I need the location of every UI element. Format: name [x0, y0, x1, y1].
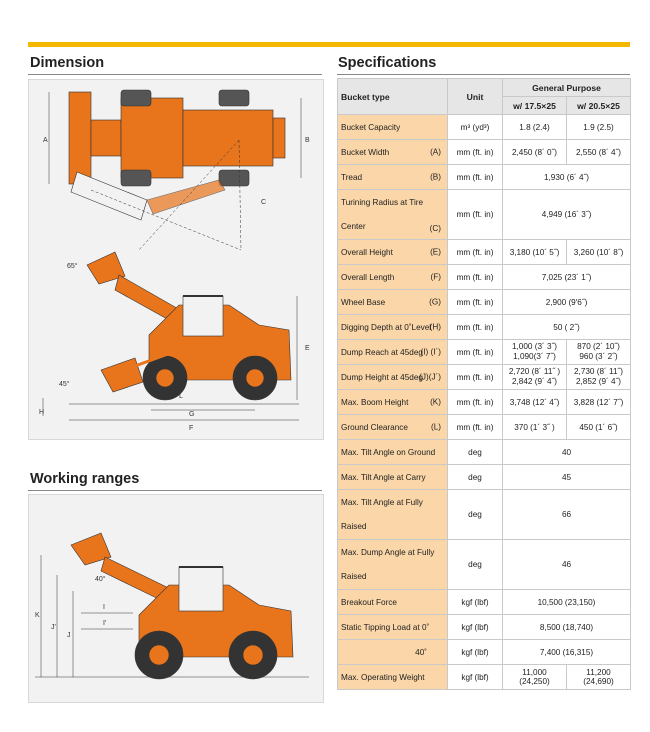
row-unit: mm (ft. in): [448, 415, 503, 440]
row-value: 45: [503, 465, 631, 490]
divider: [28, 490, 322, 491]
label-b: B: [305, 137, 310, 144]
row-label-text: Max. Tilt Angle at Fully: [341, 497, 423, 507]
row-label-text: Turining Radius at Tire: [341, 197, 424, 207]
header-col2: w/ 20.5×25: [567, 97, 631, 115]
row-unit: deg: [448, 440, 503, 465]
row-label-text: Static Tipping Load at 0˚: [341, 622, 430, 632]
table-row: [338, 640, 631, 665]
row-unit: mm (ft. in): [448, 240, 503, 265]
table-row: [338, 140, 631, 165]
angle-65: 65°: [67, 263, 78, 270]
row-value-2: [567, 340, 631, 365]
row-code: (E): [430, 247, 441, 257]
accent-bar: [28, 42, 630, 47]
table-row: [338, 365, 631, 390]
row-label-text: Dump Height at 45deg: [341, 372, 423, 382]
row-value: 2,900 (9'6˝): [503, 290, 631, 315]
row-value-line: 870 (2´ 10˝): [577, 342, 620, 351]
row-label: [338, 315, 448, 340]
table-row: [338, 615, 631, 640]
row-value: 4,949 (16´ 3˝): [503, 190, 631, 240]
row-value: 46: [503, 540, 631, 590]
row-value-1: [503, 340, 567, 365]
row-label: [338, 590, 448, 615]
table-row: [338, 265, 631, 290]
row-label: [338, 465, 448, 490]
row-label: [338, 140, 448, 165]
row-value: 40: [503, 440, 631, 465]
row-value: 66: [503, 490, 631, 540]
row-unit: kgf (lbf): [448, 590, 503, 615]
row-unit: m³ (yd³): [448, 115, 503, 140]
dimension-heading: Dimension: [30, 55, 105, 71]
row-label-text: Max. Tilt Angle on Ground: [341, 447, 436, 457]
row-code: (A): [430, 147, 441, 157]
table-row: [338, 465, 631, 490]
row-unit: kgf (lbf): [448, 640, 503, 665]
row-label-text-cont: Center: [341, 221, 366, 231]
table-row: [338, 115, 631, 140]
label-i: I: [103, 604, 105, 611]
row-value-v1: 1.8 (2.4): [503, 115, 567, 140]
row-value-v2: 1.9 (2.5): [567, 115, 631, 140]
row-label: [338, 415, 448, 440]
table-row: [338, 540, 631, 590]
row-unit: mm (ft. in): [448, 315, 503, 340]
row-label-text: Max. Dump Angle at Fully: [341, 547, 435, 557]
table-row: [338, 290, 631, 315]
row-code: (L): [430, 422, 441, 432]
header-bucket-type: Bucket type: [338, 79, 448, 115]
row-label-text: Wheel Base: [341, 297, 386, 307]
row-unit: mm (ft. in): [448, 365, 503, 390]
row-label: [338, 340, 448, 365]
row-value-v2: 3,260 (10´ 8˝): [567, 240, 631, 265]
row-value-line: 1,000 (3´ 3˝): [511, 342, 558, 351]
row-label-text: 40˚: [415, 647, 427, 657]
row-code: (G): [429, 297, 441, 307]
row-value-v1: 370 (1´ 3˝ ): [503, 415, 567, 440]
row-label: [338, 440, 448, 465]
row-label: [338, 615, 448, 640]
row-label: [338, 365, 448, 390]
row-value-line: 2,842 (9´ 4˝): [511, 377, 558, 386]
row-value: 7,025 (23´ 1˝): [503, 265, 631, 290]
label-c: C: [261, 199, 267, 206]
row-unit: kgf (lbf): [448, 665, 503, 690]
row-value: 1,930 (6´ 4˝): [503, 165, 631, 190]
row-unit: mm (ft. in): [448, 140, 503, 165]
row-label-text: Tread: [341, 172, 363, 182]
row-label: [338, 290, 448, 315]
table-row: [338, 340, 631, 365]
row-value-line: 1,090(3´ 7˝): [513, 352, 556, 361]
label-g: G: [189, 411, 195, 418]
row-unit: mm (ft. in): [448, 340, 503, 365]
row-value-v1: 11,000 (24,250): [503, 665, 567, 690]
row-value-v1: 3,748 (12´ 4˝): [503, 390, 567, 415]
table-row: [338, 165, 631, 190]
row-label: [338, 265, 448, 290]
row-unit: mm (ft. in): [448, 165, 503, 190]
row-unit: kgf (lbf): [448, 615, 503, 640]
row-label-text: Bucket Capacity: [341, 122, 401, 132]
row-unit: deg: [448, 465, 503, 490]
table-row: [338, 490, 631, 540]
row-value-line: 2,730 (8´ 11˝): [574, 367, 623, 376]
row-code: (F): [430, 272, 441, 282]
row-unit: deg: [448, 540, 503, 590]
row-value-v2: 11,200 (24,690): [567, 665, 631, 690]
label-h: H: [39, 409, 45, 416]
specifications-table: [337, 78, 631, 690]
angle-45: 45°: [59, 381, 70, 388]
table-row: [338, 240, 631, 265]
row-label-text: Overall Height: [341, 247, 393, 257]
header-col1: w/ 17.5×25: [503, 97, 567, 115]
label-k: K: [35, 612, 40, 619]
row-code: (K): [430, 397, 441, 407]
working-ranges-heading: Working ranges: [30, 471, 140, 487]
row-value-1: [503, 365, 567, 390]
table-row: [338, 190, 631, 240]
row-value: 7,400 (16,315): [503, 640, 631, 665]
row-label-text: Max. Boom Height: [341, 397, 409, 407]
divider: [337, 74, 630, 75]
row-unit: mm (ft. in): [448, 290, 503, 315]
row-code: (I) (I´): [420, 347, 441, 357]
row-label: [338, 190, 448, 240]
row-label-text: Max. Tilt Angle at Carry: [341, 472, 426, 482]
working-ranges-drawing: [28, 494, 324, 703]
row-unit: mm (ft. in): [448, 390, 503, 415]
dimension-drawing: [28, 79, 324, 440]
row-label: [338, 640, 448, 665]
row-label-text-cont: Raised: [341, 571, 367, 581]
row-label-text: Max. Operating Weight: [341, 672, 425, 682]
row-label: [338, 165, 448, 190]
row-value-line: 960 (3´ 2˝): [579, 352, 618, 361]
side-view-loader: [87, 252, 291, 400]
table-row: [338, 440, 631, 465]
row-label-text: Digging Depth at 0˚Level: [341, 322, 432, 332]
label-f: F: [189, 425, 194, 432]
row-value-v2: 450 (1´ 6˝): [567, 415, 631, 440]
table-row: [338, 315, 631, 340]
row-unit: deg: [448, 490, 503, 540]
row-value-v1: 2,450 (8´ 0˝): [503, 140, 567, 165]
row-value: 50 ( 2˝): [503, 315, 631, 340]
table-row: [338, 665, 631, 690]
row-code: (H): [429, 322, 441, 332]
table-row: [338, 415, 631, 440]
row-value: 8,500 (18,740): [503, 615, 631, 640]
row-unit: mm (ft. in): [448, 190, 503, 240]
row-value-v2: 2,550 (8´ 4˝): [567, 140, 631, 165]
row-value-line: 2,720 (8´ 11˝ ): [508, 367, 561, 376]
table-row: [338, 390, 631, 415]
row-label-text: Overall Length: [341, 272, 395, 282]
row-value-line: 2,852 (9´ 4˝): [575, 377, 622, 386]
label-i-prime: I': [103, 620, 107, 627]
row-value-2: [567, 365, 631, 390]
label-j-prime: J': [51, 624, 56, 631]
row-value-v1: 3,180 (10´ 5˝): [503, 240, 567, 265]
label-a: A: [43, 137, 48, 144]
row-label-text: Bucket Width: [341, 147, 390, 157]
row-unit: mm (ft. in): [448, 265, 503, 290]
label-j: J: [67, 632, 71, 639]
row-value: 10,500 (23,150): [503, 590, 631, 615]
row-code: (C): [429, 224, 441, 233]
row-label: [338, 390, 448, 415]
row-value-v2: 3,828 (12´ 7˝): [567, 390, 631, 415]
label-l: L: [179, 393, 183, 400]
row-label-text: Ground Clearance: [341, 422, 408, 432]
specifications-heading: Specifications: [338, 55, 437, 71]
label-e: E: [305, 345, 310, 352]
row-label-text: Breakout Force: [341, 597, 397, 607]
row-label-text-cont: Raised: [341, 521, 367, 531]
row-label-text: Dump Reach at 45deg: [341, 347, 423, 357]
header-unit: Unit: [448, 79, 503, 115]
top-view-loader: [69, 90, 285, 220]
row-label: [338, 540, 448, 590]
header-general-purpose: General Purpose: [503, 79, 631, 97]
row-label: [338, 115, 448, 140]
row-label: [338, 665, 448, 690]
row-code: (B): [430, 172, 441, 182]
divider: [28, 74, 322, 75]
row-code: (J)(J´): [419, 372, 441, 382]
row-label: [338, 490, 448, 540]
angle-40: 40°: [95, 576, 106, 583]
row-label: [338, 240, 448, 265]
table-row: [338, 590, 631, 615]
